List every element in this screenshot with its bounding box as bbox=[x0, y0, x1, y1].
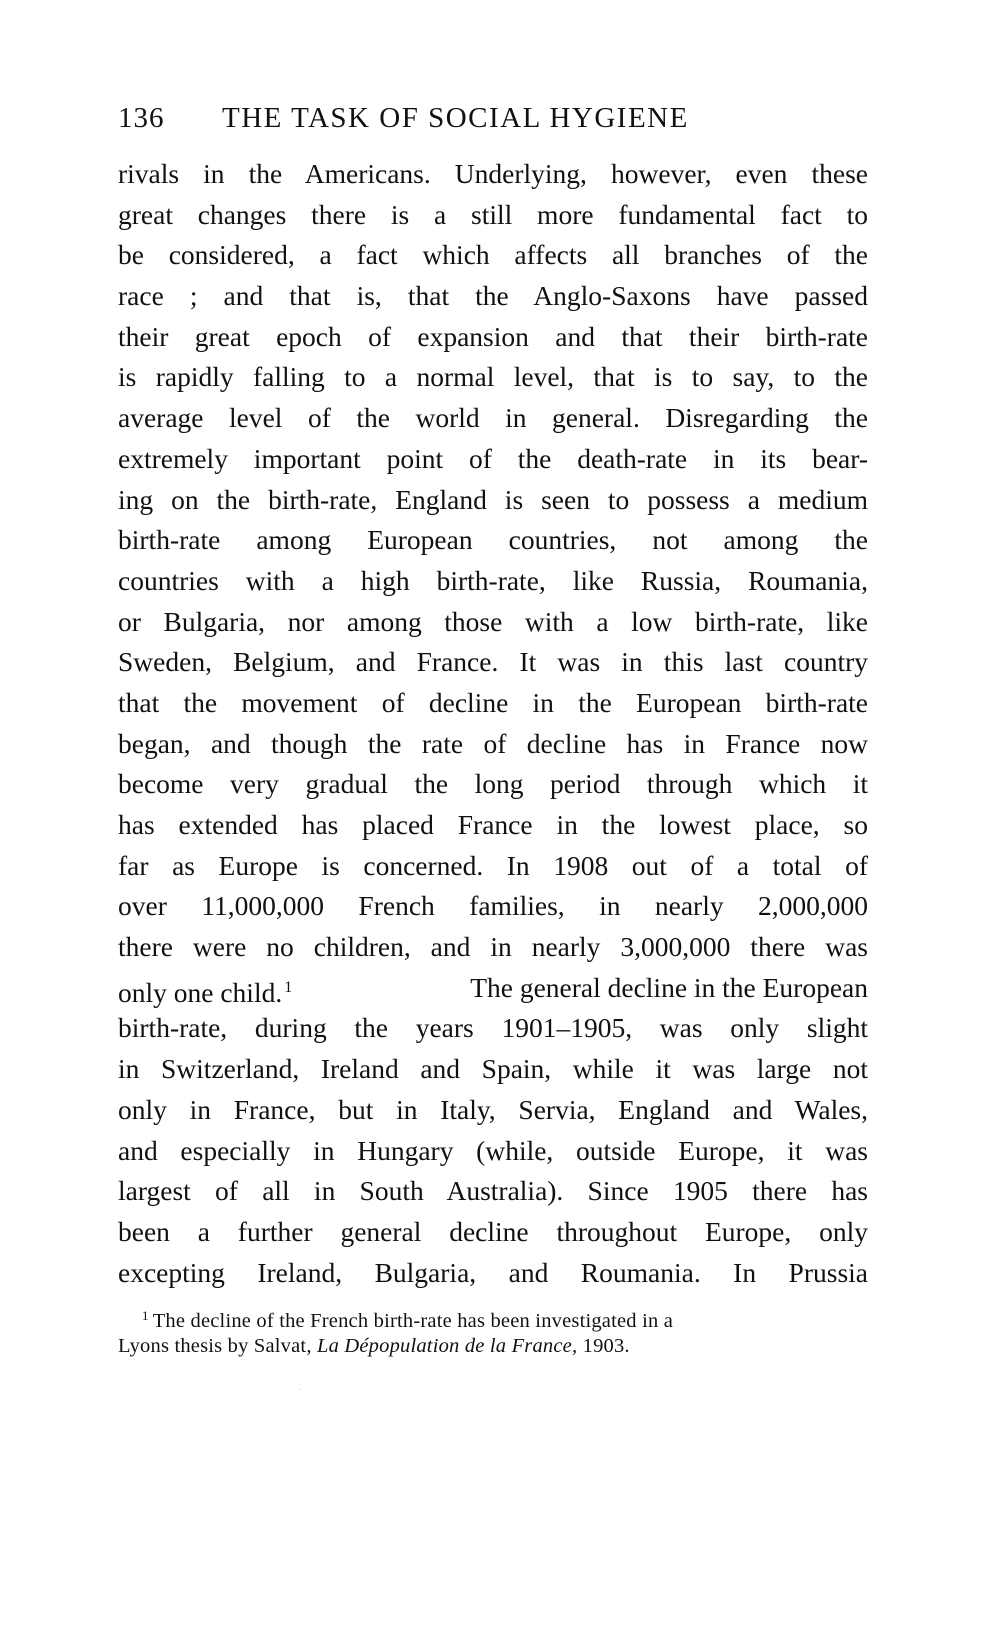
body-text bbox=[118, 154, 868, 1293]
footnote-reference: 1 bbox=[284, 978, 293, 996]
book-page bbox=[118, 104, 868, 1359]
text-line: rivals in the Americans. Underlying, however, even these bbox=[118, 158, 868, 189]
footnote-marker: 1 bbox=[142, 1308, 149, 1324]
footnote bbox=[118, 1303, 868, 1359]
text-line: far as Europe is concerned. In 1908 out of a total of bbox=[118, 849, 868, 881]
scan-speck bbox=[300, 1389, 301, 1390]
text-line: great changes there is a still more fundamental fact to bbox=[118, 198, 868, 230]
text-line: began, and though the rate of decline has in France now bbox=[118, 727, 868, 759]
text-line: and especially in Hungary (while, outside Europe, it was bbox=[118, 1134, 868, 1166]
text-line: Sweden, Belgium, and France. It was in this last country bbox=[118, 646, 868, 678]
text-line: only in France, but in Italy, Servia, England and Wales, bbox=[118, 1093, 868, 1125]
text-line: been a further general decline throughout Europe, only bbox=[118, 1215, 868, 1247]
text-line: ing on the birth-rate, England is seen to possess a medium bbox=[118, 483, 868, 515]
page-number: 136 bbox=[118, 102, 165, 134]
text-line: in Switzerland, Ireland and Spain, while it was large not bbox=[118, 1053, 868, 1085]
text-line: there were no children, and in nearly 3,000,000 there was bbox=[118, 931, 868, 963]
text-line: or Bulgaria, nor among those with a low birth-rate, like bbox=[118, 605, 868, 637]
text-line: is rapidly falling to a normal level, that is to say, to the bbox=[118, 361, 868, 393]
text-before-ref: only one child. bbox=[118, 976, 283, 1008]
text-line: that the movement of decline in the European birth-rate bbox=[118, 686, 868, 718]
text-after-ref: The general decline in the European bbox=[470, 971, 868, 1003]
footnote-book-title: La Dépopulation de la France, bbox=[316, 1335, 578, 1358]
footnote-line bbox=[118, 1334, 868, 1359]
text-line: their great epoch of expansion and that their birth-rate bbox=[118, 320, 868, 352]
running-title: THE TASK OF SOCIAL HYGIENE bbox=[222, 102, 689, 134]
text-line: excepting Ireland, Bulgaria, and Roumania. In Prussia bbox=[118, 1256, 868, 1288]
text-line: birth-rate, during the years 1901–1905, was only slight bbox=[118, 1012, 868, 1044]
text-line: birth-rate among European countries, not among the bbox=[118, 524, 868, 556]
text-line: become very gradual the long period through which it bbox=[118, 768, 868, 800]
text-fragment bbox=[118, 968, 292, 1009]
text-line: largest of all in South Australia). Since 1905 there has bbox=[118, 1175, 868, 1207]
text-line: over 11,000,000 French families, in nearly 2,000,000 bbox=[118, 890, 868, 922]
text-line: extremely important point of the death-rate in its bear- bbox=[118, 442, 868, 474]
running-head bbox=[118, 104, 868, 152]
text-line: be considered, a fact which affects all branches of the bbox=[118, 239, 868, 271]
footnote-line bbox=[118, 1303, 868, 1334]
footnote-text bbox=[142, 1303, 673, 1334]
footnote-line-2-start: Lyons thesis by Salvat, bbox=[118, 1335, 312, 1358]
text-line-with-footnote-ref bbox=[118, 968, 868, 1009]
footnote-line-1: The decline of the French birth-rate has been investigated in a bbox=[152, 1310, 674, 1333]
footnote-year: 1903. bbox=[582, 1335, 630, 1358]
text-line: countries with a high birth-rate, like Russia, Roumania, bbox=[118, 564, 868, 596]
text-line: race ; and that is, that the Anglo-Saxons have passed bbox=[118, 280, 868, 312]
text-line: average level of the world in general. Disregarding the bbox=[118, 402, 868, 434]
text-line: has extended has placed France in the lowest place, so bbox=[118, 809, 868, 840]
